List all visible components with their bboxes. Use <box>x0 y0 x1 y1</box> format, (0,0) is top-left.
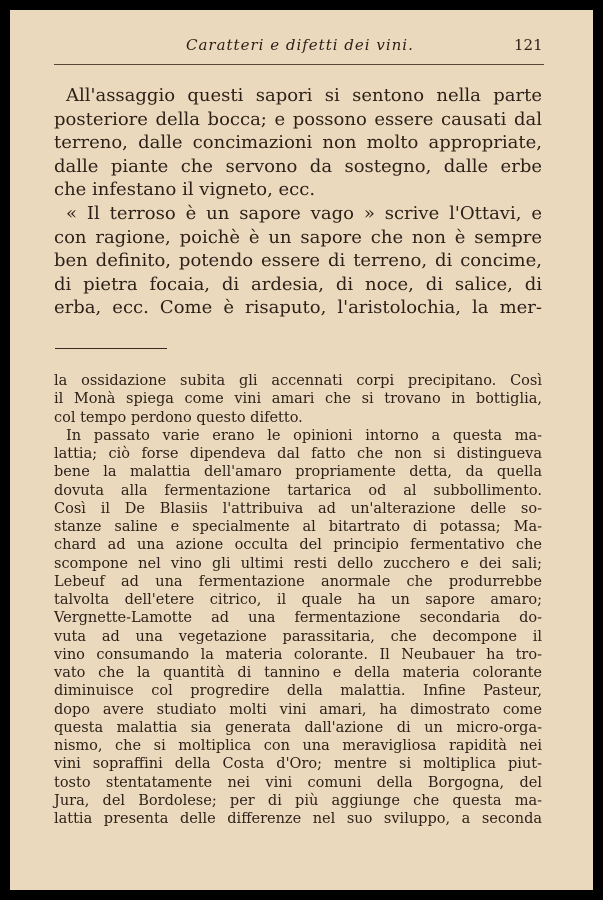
footnote-rule <box>55 348 167 349</box>
footnote-line: vini sopraffini della Costa d'Oro; mentre si moltiplica piut- <box>54 756 542 773</box>
footnote-line: In passato varie erano le opinioni intorno a questa ma- <box>66 427 542 444</box>
footnote-line: nismo, che si moltiplica con una meravigliosa rapidità nei <box>54 738 542 754</box>
footnote <box>54 372 542 828</box>
footnote-line: bene la malattia dell'amaro propriamente detta, da quella <box>54 464 542 481</box>
main-text <box>54 84 542 320</box>
main-text-line: erba, ecc. Come è risaputo, l'aristolochia, la mer- <box>54 297 542 319</box>
footnote-line: chard ad una azione occulta del principio fermentativo che <box>54 537 542 554</box>
main-text-line: che infestano il vigneto, ecc. <box>54 179 316 201</box>
footnote-line: vato che la quantità di tannino e della materia colorante <box>54 665 542 681</box>
running-title: Caratteri e difetti dei vini. <box>186 36 414 54</box>
footnote-line: Vergnette-Lamotte ad una fermentazione secondaria do- <box>54 610 542 627</box>
footnote-line: dopo avere studiato molti vini amari, ha dimostrato come <box>54 701 542 718</box>
footnote-line: questa malattia sia generata dall'azione di un micro-orga- <box>54 719 542 736</box>
footnote-line: Lebeuf ad una fermentazione anormale che produrrebbe <box>54 573 542 590</box>
footnote-line: la ossidazione subita gli accennati corpi precipitano. Così <box>54 373 542 389</box>
footnote-line: vuta ad una vegetazione parassitaria, che decompone il <box>54 628 542 645</box>
main-text-line: con ragione, poichè è un sapore che non è sempre <box>54 226 542 248</box>
footnote-line: tosto stentatamente nei vini comuni della Borgogna, del <box>54 774 542 791</box>
footnote-line: lattia; ciò forse dipendeva dal fatto che non si distingueva <box>54 446 542 462</box>
footnote-line: diminuisce col progredire della malattia. Infine Pasteur, <box>54 683 542 700</box>
footnote-line: talvolta dell'etere citrico, il quale ha un sapore amaro; <box>54 592 542 608</box>
main-text-line: All'assaggio questi sapori si sentono nella parte <box>66 85 542 106</box>
footnote-line: dovuta alla fermentazione tartarica od al subbollimento. <box>54 482 542 499</box>
book-page <box>10 10 593 890</box>
main-text-line: ben definito, potendo essere di terreno, di concime, <box>54 250 542 272</box>
header-rule <box>54 64 544 65</box>
footnote-line: stanze saline e specialmente al bitartrato di potassa; Ma- <box>54 519 542 535</box>
footnote-line: scompone nel vino gli ultimi resti dello zucchero e dei sali; <box>54 555 542 572</box>
main-text-line: di pietra focaia, di ardesia, di noce, di salice, di <box>54 273 542 295</box>
footnote-line: col tempo perdono questo difetto. <box>54 409 303 426</box>
footnote-line: vino consumando la materia colorante. Il Neubauer ha tro- <box>54 646 542 663</box>
page-number: 121 <box>514 36 543 54</box>
footnote-line: il Monà spiega come vini amari che si trovano in bottiglia, <box>54 391 542 408</box>
main-text-line: terreno, dalle concimazioni non molto appropriate, <box>54 132 542 154</box>
main-text-line: dalle piante che servono da sostegno, dalle erbe <box>54 155 542 177</box>
main-text-line: posteriore della bocca; e possono essere causati dal <box>54 108 542 130</box>
footnote-line: Così il De Blasiis l'attribuiva ad un'alterazione delle so- <box>54 500 542 517</box>
main-text-line: « Il terroso è un sapore vago » scrive l'Ottavi, e <box>66 202 542 224</box>
footnote-line: lattia presenta delle differenze nel suo sviluppo, a seconda <box>54 811 542 827</box>
footnote-line: Jura, del Bordolese; per di più aggiunge che questa ma- <box>54 792 542 809</box>
